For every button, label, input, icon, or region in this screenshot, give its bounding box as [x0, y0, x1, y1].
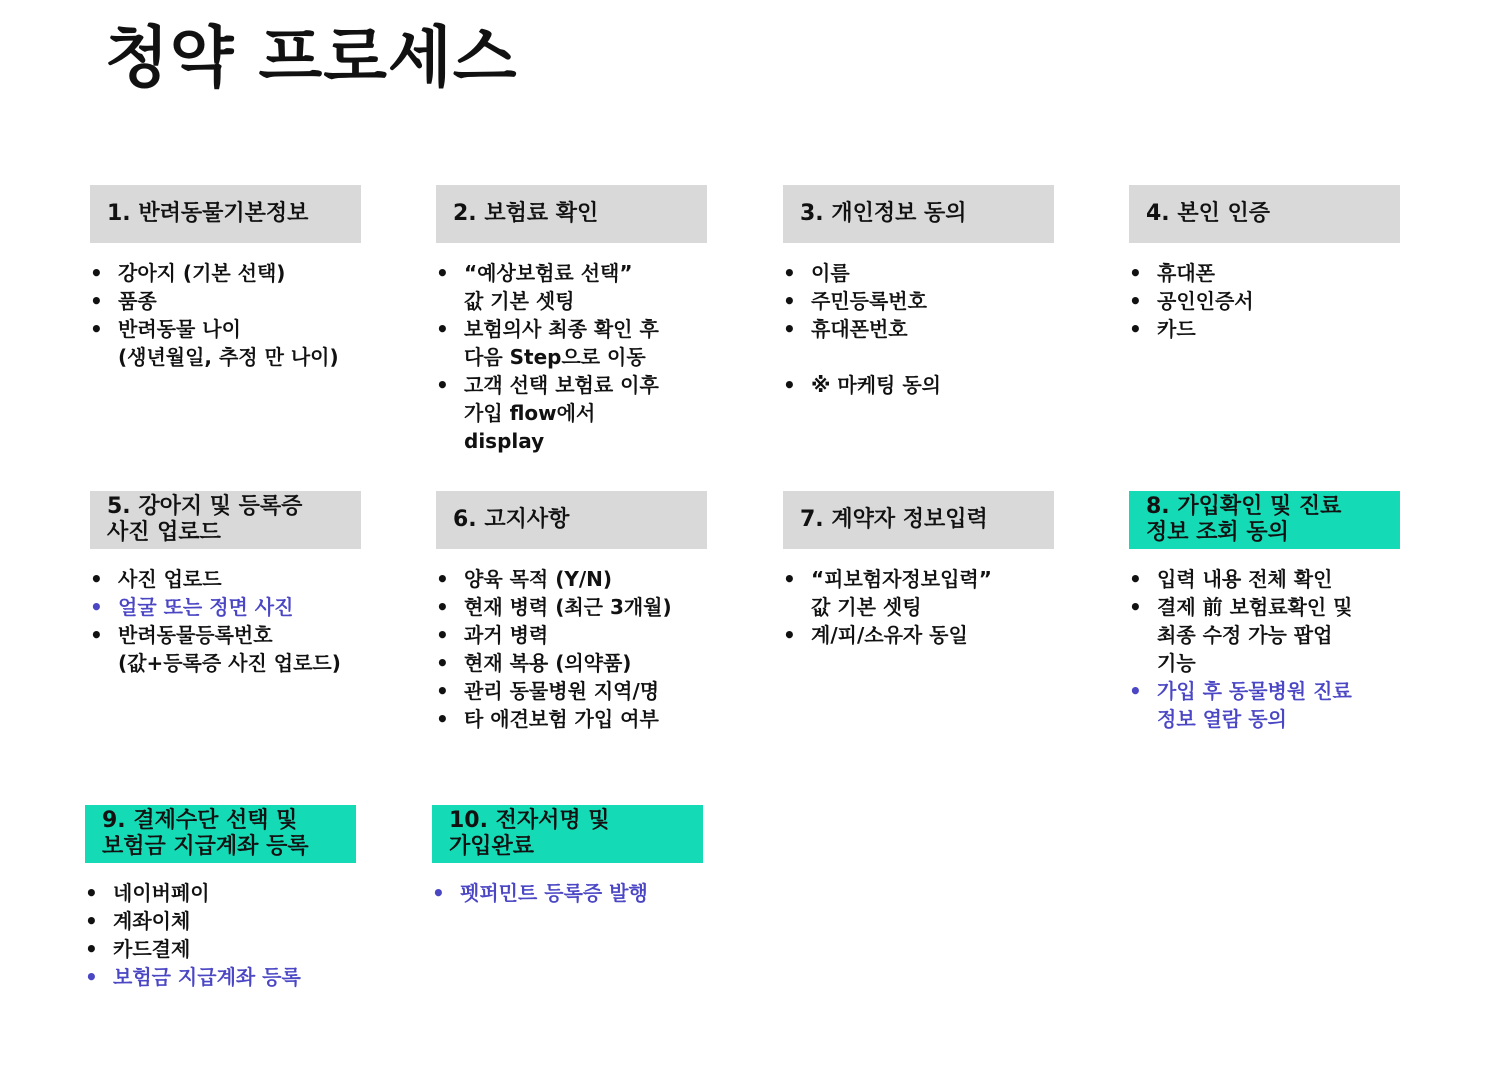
step-5	[90, 491, 361, 677]
step-header: 2. 보험료 확인	[436, 185, 707, 243]
step-header: 4. 본인 인증	[1129, 185, 1400, 243]
list-item: • 반려동물등록번호 (값+등록증 사진 업로드)	[90, 621, 361, 677]
list-item: • 품종	[90, 287, 361, 315]
step-9	[85, 805, 356, 991]
step-4	[1129, 185, 1400, 343]
list-item: • 휴대폰	[1129, 259, 1400, 287]
list-item: • 휴대폰번호	[783, 315, 1054, 343]
step-header: 7. 계약자 정보입력	[783, 491, 1054, 549]
step-bullet-list	[1129, 565, 1400, 733]
list-spacer	[783, 343, 1054, 371]
list-item: • “예상보험료 선택” 값 기본 셋팅	[436, 259, 707, 315]
list-item: • 네이버페이	[85, 879, 356, 907]
list-item: • 현재 복용 (의약품)	[436, 649, 707, 677]
list-item: • 과거 병력	[436, 621, 707, 649]
list-item: • 카드결제	[85, 935, 356, 963]
step-6	[436, 491, 707, 733]
list-item: • ※ 마케팅 동의	[783, 371, 1054, 399]
list-item: • 보험금 지급계좌 등록	[85, 963, 356, 991]
step-bullet-list	[783, 565, 1054, 649]
step-bullet-list	[90, 565, 361, 677]
step-7	[783, 491, 1054, 649]
step-header: 6. 고지사항	[436, 491, 707, 549]
list-item: • 결제 前 보험료확인 및 최종 수정 가능 팝업 기능	[1129, 593, 1400, 677]
step-bullet-list	[1129, 259, 1400, 343]
list-item: • 강아지 (기본 선택)	[90, 259, 361, 287]
step-3	[783, 185, 1054, 399]
list-item: • 타 애견보험 가입 여부	[436, 705, 707, 733]
list-item: • 펫퍼민트 등록증 발행	[432, 879, 703, 907]
page-title: 청약 프로세스	[105, 19, 518, 96]
step-1	[90, 185, 361, 371]
step-2	[436, 185, 707, 455]
step-header: 1. 반려동물기본정보	[90, 185, 361, 243]
step-bullet-list	[432, 879, 703, 907]
list-item: • 공인인증서	[1129, 287, 1400, 315]
step-bullet-list	[90, 259, 361, 371]
list-item: • 사진 업로드	[90, 565, 361, 593]
step-bullet-list	[783, 259, 1054, 399]
list-item: • 보험의사 최종 확인 후 다음 Step으로 이동	[436, 315, 707, 371]
step-header: 10. 전자서명 및 가입완료	[432, 805, 703, 863]
step-bullet-list	[85, 879, 356, 991]
list-item: • 입력 내용 전체 확인	[1129, 565, 1400, 593]
list-item: • 고객 선택 보험료 이후 가입 flow에서 display	[436, 371, 707, 455]
list-item: • 현재 병력 (최근 3개월)	[436, 593, 707, 621]
step-bullet-list	[436, 565, 707, 733]
step-header: 3. 개인정보 동의	[783, 185, 1054, 243]
list-item: • 양육 목적 (Y/N)	[436, 565, 707, 593]
list-item: • 주민등록번호	[783, 287, 1054, 315]
list-item: • 카드	[1129, 315, 1400, 343]
step-header: 9. 결제수단 선택 및 보험금 지급계좌 등록	[85, 805, 356, 863]
step-header: 5. 강아지 및 등록증 사진 업로드	[90, 491, 361, 549]
step-8	[1129, 491, 1400, 733]
list-item: • 가입 후 동물병원 진료 정보 열람 동의	[1129, 677, 1400, 733]
list-item: • 관리 동물병원 지역/명	[436, 677, 707, 705]
step-10	[432, 805, 703, 907]
list-item: • “피보험자정보입력” 값 기본 셋팅	[783, 565, 1054, 621]
list-item: • 얼굴 또는 정면 사진	[90, 593, 361, 621]
list-item: • 반려동물 나이 (생년월일, 추정 만 나이)	[90, 315, 361, 371]
step-header: 8. 가입확인 및 진료 정보 조회 동의	[1129, 491, 1400, 549]
list-item: • 계/피/소유자 동일	[783, 621, 1054, 649]
list-item: • 계좌이체	[85, 907, 356, 935]
list-item: • 이름	[783, 259, 1054, 287]
step-bullet-list	[436, 259, 707, 455]
